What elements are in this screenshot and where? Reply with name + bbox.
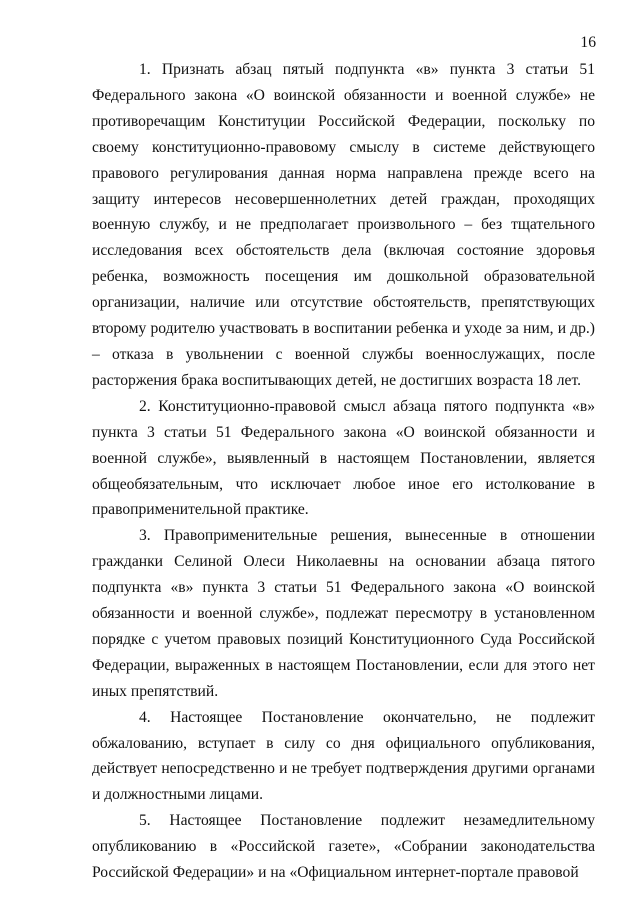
page-number: 16	[580, 34, 596, 51]
paragraph-1: 1. Признать абзац пятый подпункта «в» пункта 3 статьи 51 Федерального закона «О воинской обязанности и военной службе» не противоречащим Конституции Российской Федерации, поскольку по своему конституционно-правовому смыслу в системе действующего правового регулирования данная норма направлена прежде всего на защиту интересов несовершеннолетних детей граждан, проходящих военную службу, и не предполагает произвольного – без тщательного исследования всех обстоятельств дела (включая состояние здоровья ребенка, возможность посещения им дошкольной образовательной организации, наличие или отсутствие обстоятельств, препятствующих второму родителю участвовать в воспитании ребенка и уходе за ним, и др.) – отказа в увольнении с военной службы военнослужащих, после расторжения брака воспитывающих детей, не достигших возраста 18 лет.	[92, 61, 595, 389]
paragraph-2: 2. Конституционно-правовой смысл абзаца пятого подпункта «в» пункта 3 статьи 51 Федерального закона «О воинской обязанности и военной службе», выявленный в настоящем Постановлении, является общеобязательным, что исключает любое иное его истолкование в правоприменительной практике.	[92, 397, 595, 519]
document-body	[92, 57, 595, 886]
paragraph-4: 4. Настоящее Постановление окончательно, не подлежит обжалованию, вступает в силу со дня официального опубликования, действует непосредственно и не требует подтверждения другими органами и должностными лицами.	[92, 708, 595, 804]
paragraph-5: 5. Настоящее Постановление подлежит незамедлительному опубликованию в «Российской газете», «Собрании законодательства Российской Федерации» и на «Официальном интернет-портале правовой	[92, 812, 595, 882]
paragraph-3: 3. Правоприменительные решения, вынесенные в отношении гражданки Селиной Олеси Николаевны на основании абзаца пятого подпункта «в» пункта 3 статьи 51 Федерального закона «О воинской обязанности и военной службе», подлежат пересмотру в установленном порядке с учетом правовых позиций Конституционного Суда Российской Федерации, выраженных в настоящем Постановлении, если для этого нет иных препятствий.	[92, 527, 595, 700]
